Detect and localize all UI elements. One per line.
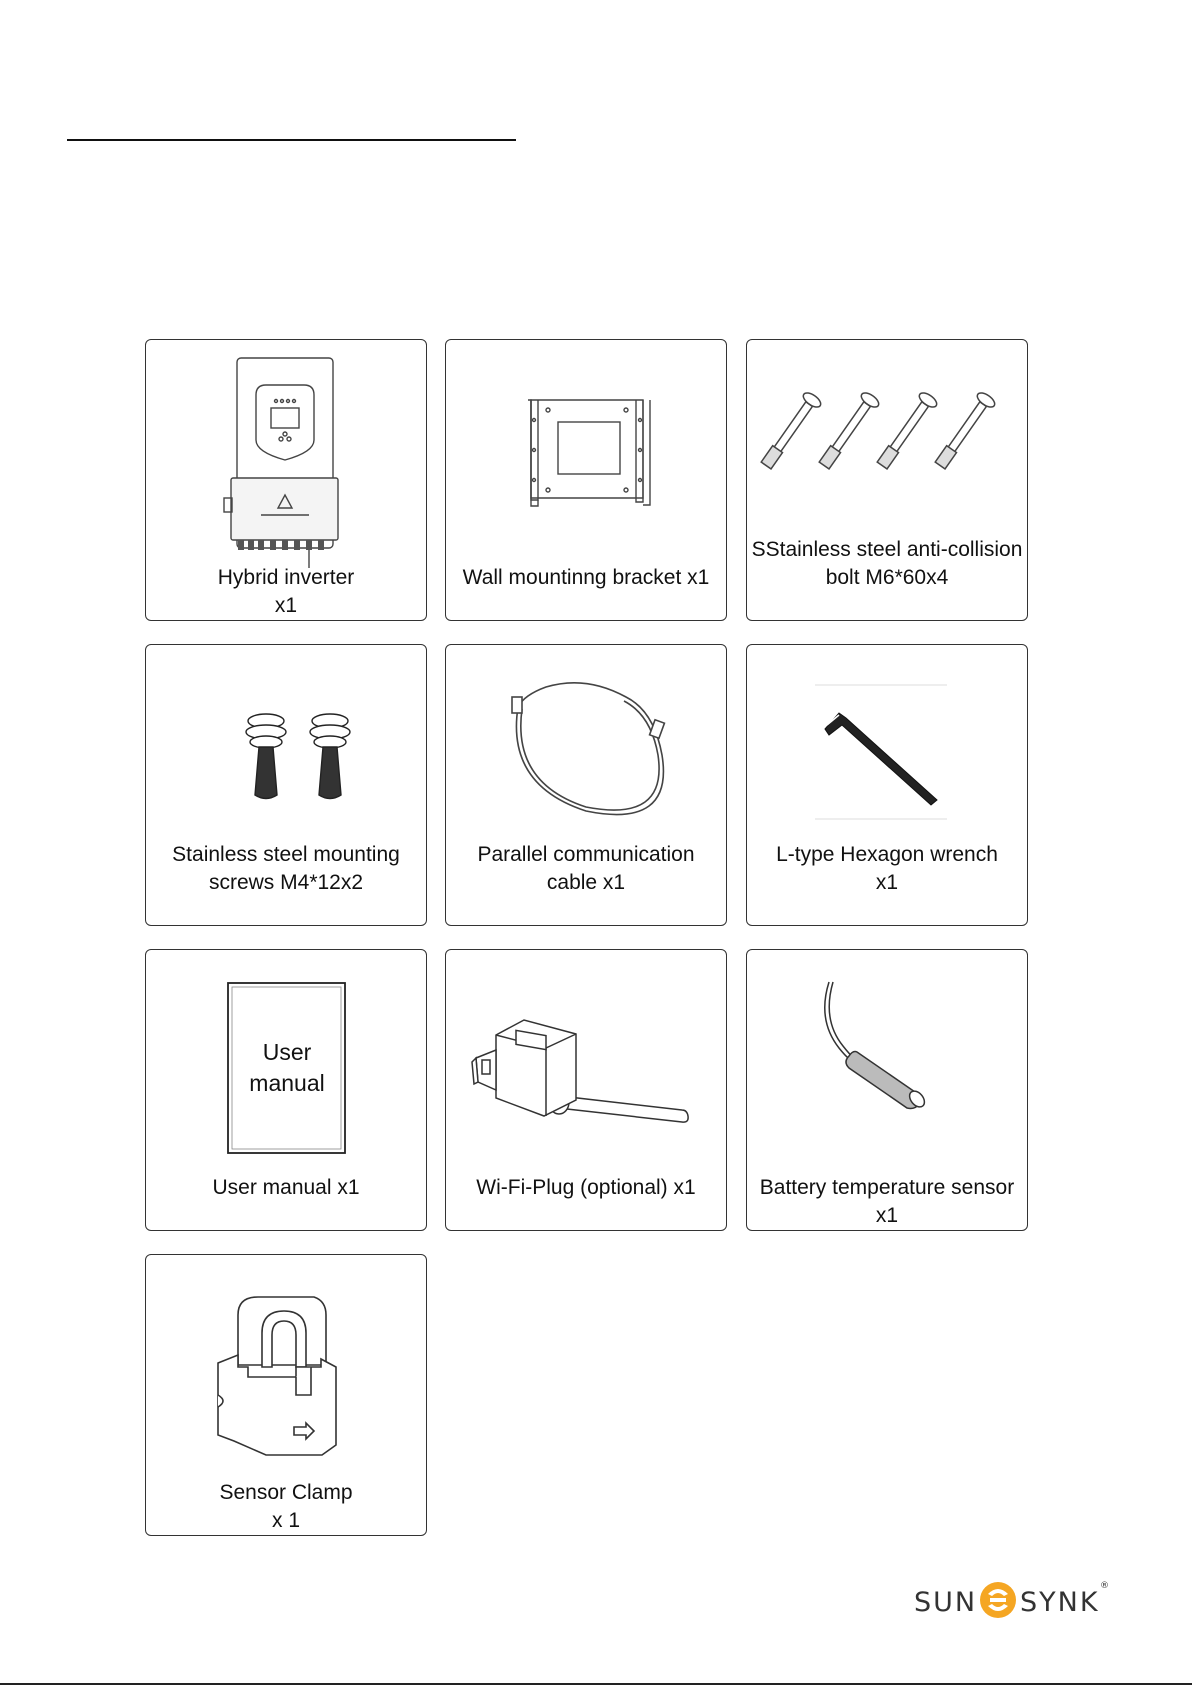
card-hexagon-wrench: [746, 644, 1028, 926]
card-mounting-screws: [145, 644, 427, 926]
anti-collision-bolt-caption-line1: SStainless steel anti-collision: [751, 538, 1023, 561]
hybrid-inverter-caption-line2: x1: [274, 594, 298, 617]
card-hybrid-inverter: [145, 339, 427, 621]
wifi-plug-caption: Wi-Fi-Plug (optional) x1: [476, 1176, 696, 1199]
temperature-sensor-caption-line1: Battery temperature sensor: [759, 1176, 1015, 1199]
wall-bracket-caption: Wall mountinng bracket x1: [462, 566, 710, 589]
sunsynk-logo: [912, 1574, 1112, 1626]
card-anti-collision-bolt: [746, 339, 1028, 621]
manual-cover-line2: manual: [249, 1070, 325, 1096]
registered-mark: ®: [1100, 1581, 1109, 1591]
hexagon-wrench-caption-line2: x1: [875, 871, 899, 894]
parallel-cable-caption-line1: Parallel communication: [477, 843, 695, 866]
card-wall-mounting-bracket: [445, 339, 727, 621]
card-user-manual: [145, 949, 427, 1231]
hexagon-wrench-caption-line1: L-type Hexagon wrench: [776, 843, 998, 866]
hybrid-inverter-caption-line1: Hybrid inverter: [217, 566, 355, 589]
mounting-screws-caption-line1: Stainless steel mounting: [172, 843, 400, 866]
card-battery-temperature-sensor: [746, 949, 1028, 1231]
logo-text-right: SYNK: [1020, 1587, 1100, 1618]
manual-cover-line1: User: [262, 1039, 312, 1065]
anti-collision-bolt-caption-line2: bolt M6*60x4: [825, 566, 949, 589]
sensor-clamp-caption-line2: x 1: [271, 1509, 300, 1532]
header-underline: [67, 139, 516, 141]
user-manual-caption: User manual x1: [212, 1176, 360, 1199]
card-wifi-plug: [445, 949, 727, 1231]
parallel-cable-caption-line2: cable x1: [546, 871, 626, 894]
card-parallel-cable: [445, 644, 727, 926]
logo-swirl-icon: [980, 1582, 1016, 1618]
card-sensor-clamp: [145, 1254, 427, 1536]
sensor-clamp-caption-line1: Sensor Clamp: [219, 1481, 353, 1504]
temperature-sensor-caption-line2: x1: [875, 1204, 899, 1227]
mounting-screws-caption-line2: screws M4*12x2: [208, 871, 364, 894]
logo-text-left: SUN: [914, 1587, 978, 1618]
